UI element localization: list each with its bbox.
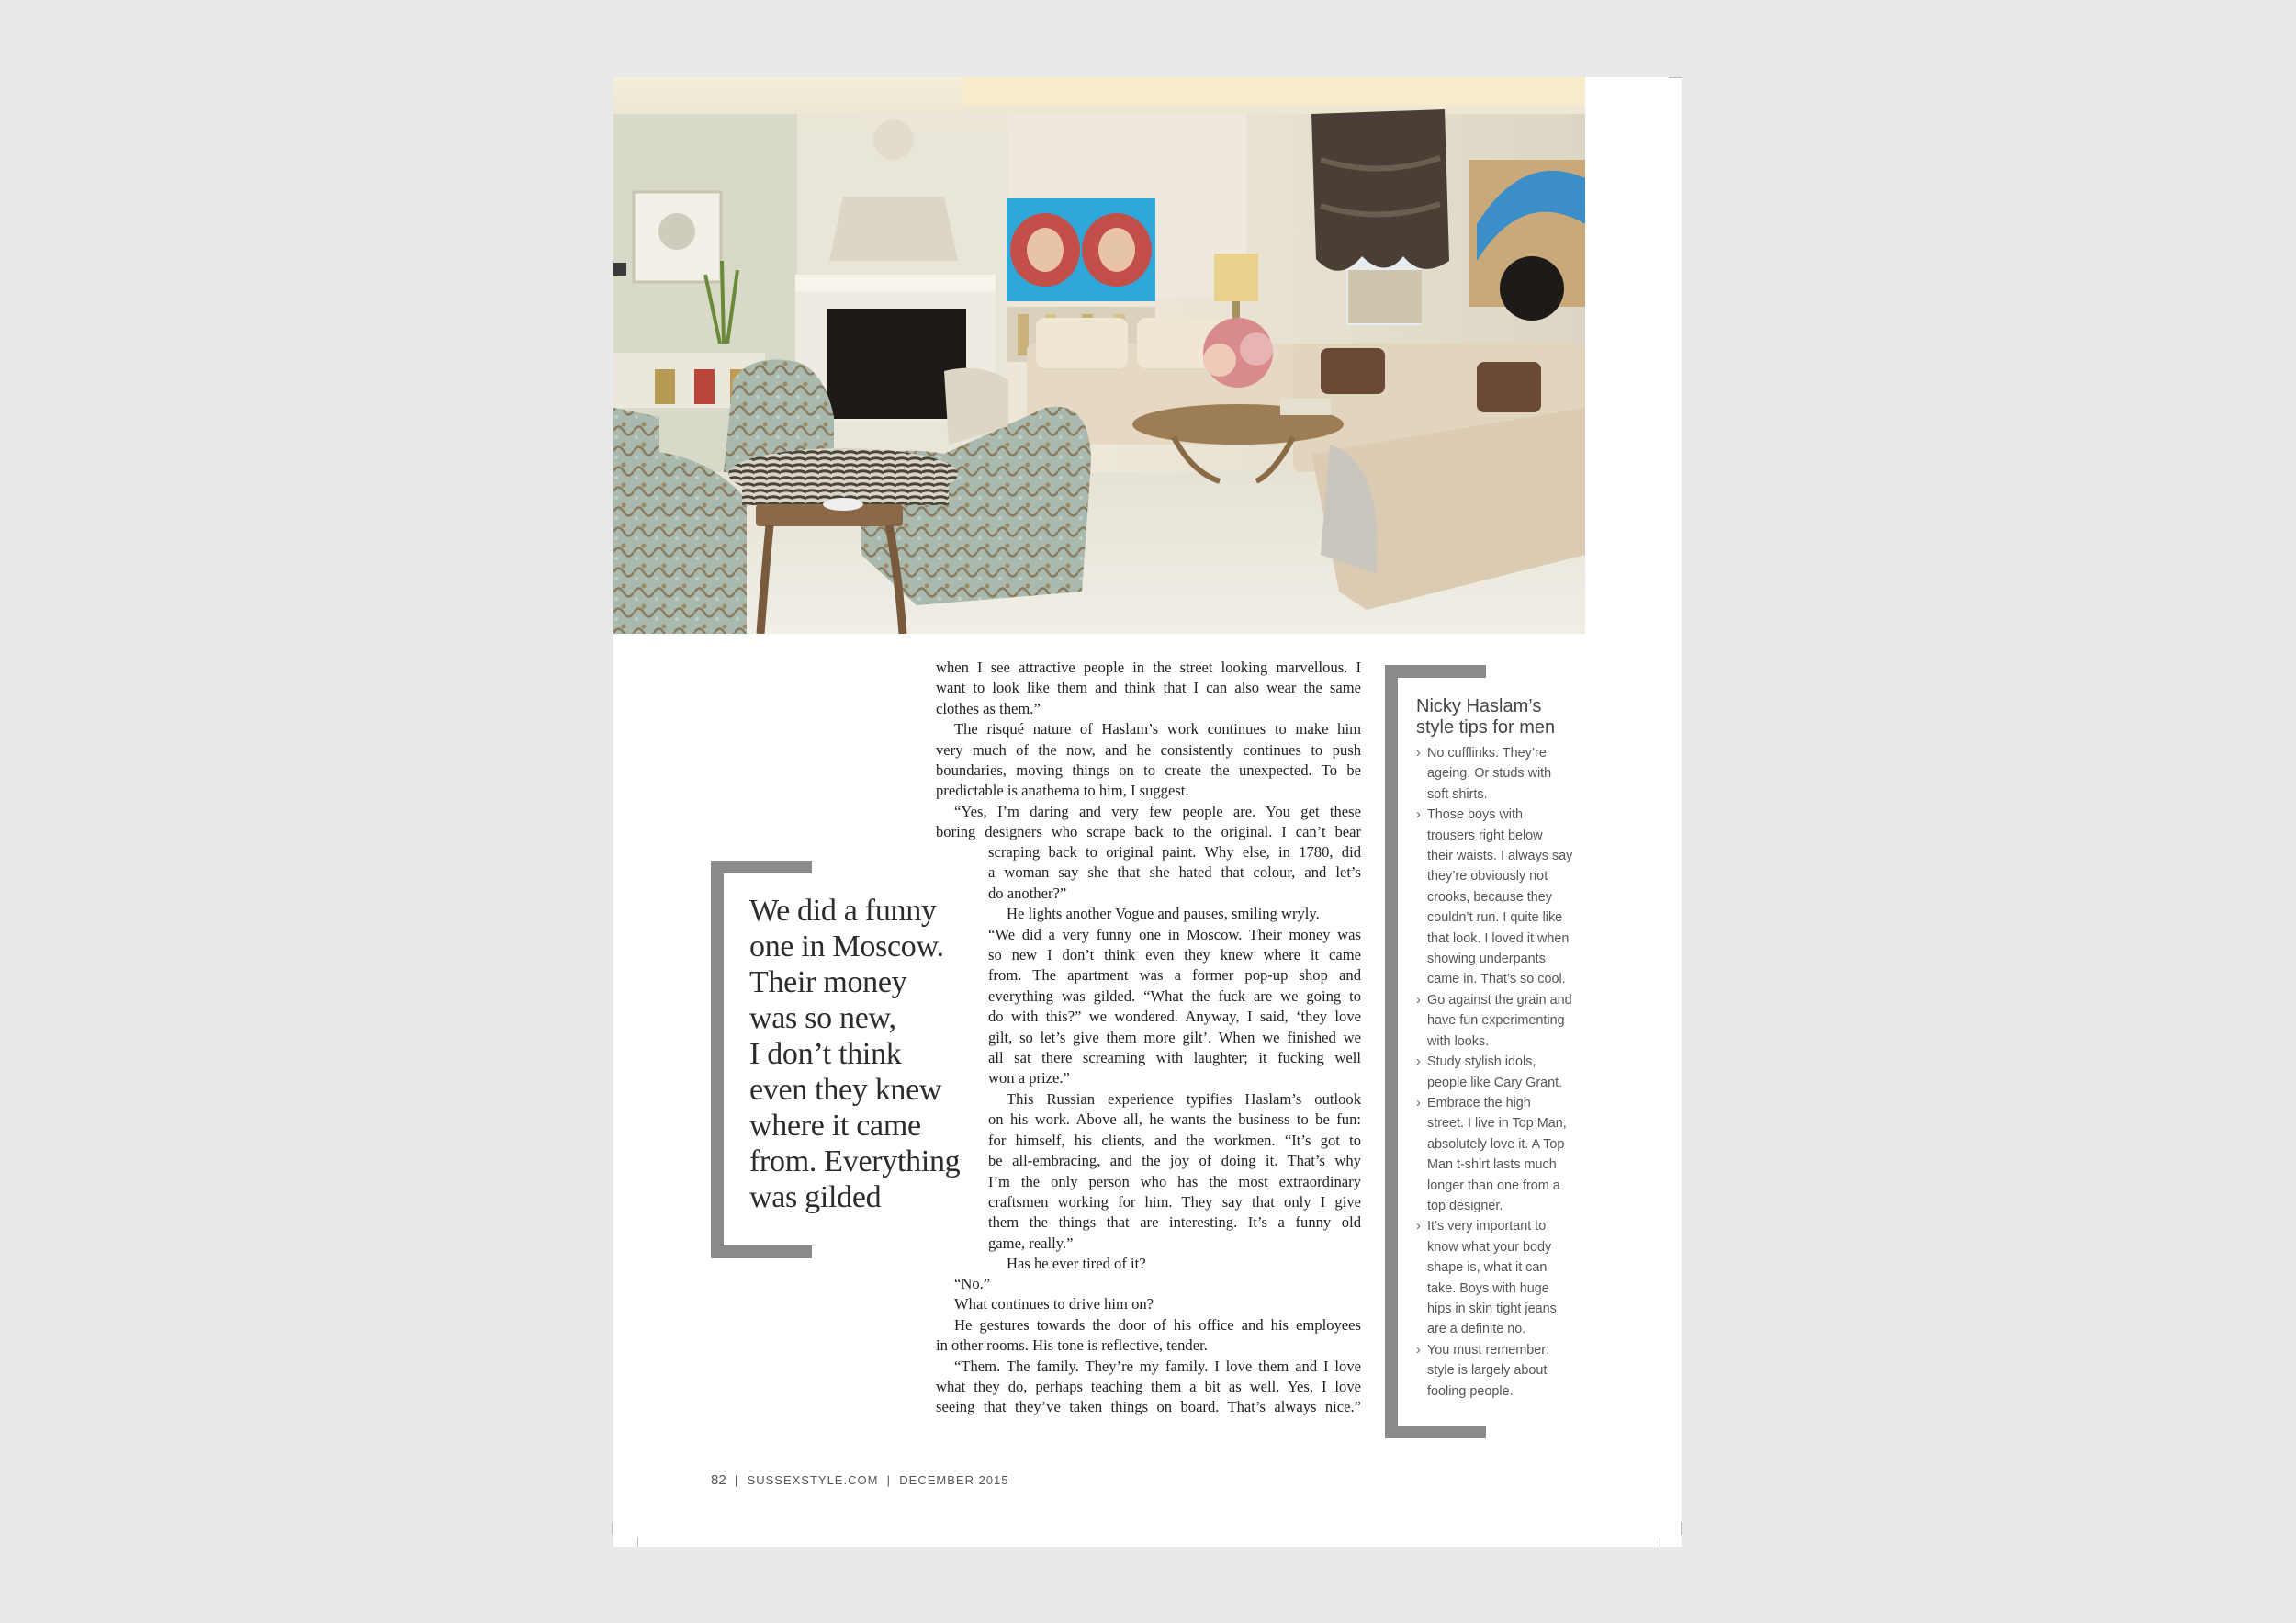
style-tip-line: crooks, because they (1427, 889, 1552, 905)
style-tip-line: they’re obviously not (1427, 869, 1548, 885)
style-tip-line: fooling people. (1427, 1383, 1514, 1399)
text-line: from. The apartment was a former pop-up shop and (988, 966, 1361, 985)
sidebar-title-line: Nicky Haslam’s (1416, 696, 1542, 716)
style-tip-line: ageing. Or studs with (1427, 766, 1552, 782)
chevron-right-icon: › (1416, 1342, 1421, 1358)
trim-mark (1681, 1522, 1682, 1535)
style-tip-line: showing underpants (1427, 952, 1546, 967)
pull-quote-line: one in Moscow. (749, 930, 944, 964)
text-line: “Yes, I’m daring and very few people are. You get these (954, 802, 1361, 820)
style-tip-line: Those boys with (1427, 807, 1523, 823)
text-line: clothes as them.” (936, 699, 1041, 717)
article-text-middle (988, 842, 1361, 1275)
style-tip-line: No cufflinks. They’re (1427, 746, 1547, 761)
chevron-right-icon: › (1416, 807, 1421, 823)
style-tip-line: couldn’t run. I quite like (1427, 910, 1563, 926)
style-tip-line: You must remember: (1427, 1342, 1550, 1358)
text-line: boring designers who scrape back to the original. I can’t bear (936, 823, 1361, 841)
text-line: He gestures towards the door of his office and his employees (954, 1315, 1361, 1334)
pull-quote-line: Their money (749, 965, 907, 999)
footer-site: SUSSEXSTYLE.COM (747, 1473, 879, 1487)
text-line: This Russian experience typifies Haslam’s outlook (1007, 1089, 1361, 1108)
pull-quote-line: even they knew (749, 1073, 942, 1107)
style-tip (1416, 990, 1600, 1052)
text-line: “Them. The family. They’re my family. I love them and I love (954, 1357, 1361, 1375)
text-line: for himself, his clients, and the workmen. “It’s got to (988, 1131, 1361, 1149)
style-tip-line: street. I live in Top Man, (1427, 1116, 1567, 1132)
trim-mark (612, 1522, 613, 1535)
text-line: everything was gilded. “What the fuck are we going to (988, 986, 1361, 1005)
text-line: do with this?” we wondered. Anyway, I said, ‘they love (988, 1008, 1361, 1026)
text-line: He lights another Vogue and pauses, smiling wryly. (1007, 905, 1320, 923)
style-tip (1416, 1093, 1600, 1216)
text-line: craftsmen working for him. They say that only I give (988, 1192, 1361, 1211)
text-line: boundaries, moving things on to create the unexpected. To be (936, 761, 1361, 780)
text-line: I’m the only person who has the most extraordinary (988, 1172, 1361, 1190)
pull-quote-line: where it came (749, 1109, 921, 1143)
text-line: predictable is anathema to him, I suggest. (936, 782, 1189, 800)
text-line: all sat there screaming with laughter; it fucking well (988, 1049, 1361, 1067)
sidebar-title (1416, 696, 1591, 738)
style-tip-line: absolutely love it. A Top (1427, 1136, 1565, 1152)
footer-issue: DECEMBER 2015 (899, 1473, 1009, 1487)
chevron-right-icon: › (1416, 746, 1421, 761)
style-tip-line: with looks. (1427, 1033, 1490, 1049)
text-line: a woman say she that she hated that colour, and let’s (988, 863, 1361, 882)
text-line: Has he ever tired of it? (1007, 1255, 1146, 1273)
article-text-bottom (936, 1274, 1361, 1418)
chevron-right-icon: › (1416, 1219, 1421, 1234)
text-line: scraping back to original paint. Why else, in 1780, did (988, 843, 1361, 861)
style-tip-line: hips in skin tight jeans (1427, 1301, 1557, 1316)
style-tip-line: top designer. (1427, 1198, 1503, 1213)
footer-separator: | (886, 1473, 892, 1487)
pull-quote-line: I don’t think (749, 1037, 902, 1071)
style-tips-list (1416, 743, 1600, 1402)
living-room-photo (613, 77, 1585, 634)
style-tip-line: soft shirts. (1427, 786, 1488, 802)
style-tip-line: that look. I loved it when (1427, 930, 1570, 946)
text-line: “We did a very funny one in Moscow. Their money was (988, 925, 1361, 943)
chevron-right-icon: › (1416, 1095, 1421, 1110)
text-line: when I see attractive people in the street looking marvellous. I (936, 659, 1361, 676)
text-line: gilt, so let’s give them more gilt’. When we finished we (988, 1028, 1361, 1046)
style-tip-line: longer than one from a (1427, 1178, 1560, 1193)
text-line: “No.” (954, 1275, 991, 1292)
style-tip (1416, 805, 1600, 990)
page-number: 82 (711, 1472, 726, 1488)
style-tip-line: Embrace the high (1427, 1095, 1531, 1110)
style-tip-line: shape is, what it can (1427, 1260, 1548, 1276)
text-line: be all-embracing, and the joy of doing it. That’s why (988, 1152, 1361, 1170)
style-tip-line: Go against the grain and (1427, 992, 1572, 1008)
text-line: want to look like them and think that I can also wear the same (936, 679, 1361, 697)
text-line: do another?” (988, 884, 1067, 902)
article-text-top (936, 658, 1361, 843)
style-tip-line: style is largely about (1427, 1363, 1548, 1379)
sidebar-title-line: style tips for men (1416, 717, 1556, 738)
pull-quote-line: was so new, (749, 1001, 896, 1035)
text-line: seeing that they’ve taken things on board. That’s always nice.” (936, 1398, 1361, 1416)
pull-quote-line: was gilded (749, 1180, 882, 1214)
style-tip-line: Man t-shirt lasts much (1427, 1157, 1557, 1173)
text-line: so new I don’t think even they knew where it came (988, 946, 1361, 964)
style-tip (1416, 743, 1600, 805)
text-line: won a prize.” (988, 1069, 1070, 1088)
style-tip-line: know what your body (1427, 1239, 1552, 1255)
trim-mark (1669, 77, 1682, 78)
pull-quote-line: from. Everything (749, 1144, 961, 1178)
magazine-page (613, 77, 1682, 1547)
style-tip-line: trousers right below (1427, 828, 1543, 843)
text-line: what they do, perhaps teaching them a bit as well. Yes, I love (936, 1378, 1361, 1396)
style-tip (1416, 1216, 1600, 1339)
trim-mark (637, 1538, 638, 1547)
chevron-right-icon: › (1416, 992, 1421, 1008)
style-tip-line: came in. That’s so cool. (1427, 972, 1566, 987)
style-tip-line: take. Boys with huge (1427, 1280, 1549, 1296)
style-tip-line: It’s very important to (1427, 1219, 1547, 1234)
text-line: The risqué nature of Haslam’s work continues to make him (954, 720, 1361, 738)
text-line: What continues to drive him on? (954, 1295, 1154, 1313)
style-tip-line: are a definite no. (1427, 1322, 1526, 1337)
style-tip (1416, 1052, 1600, 1093)
footer-separator: | (734, 1473, 739, 1487)
pull-quote (749, 893, 970, 1215)
text-line: them the things that are interesting. It’s a funny old (988, 1213, 1361, 1232)
text-line: very much of the now, and he consistently continues to push (936, 740, 1361, 759)
style-tip-line: their waists. I always say (1427, 849, 1573, 864)
style-tip-line: people like Cary Grant. (1427, 1075, 1563, 1090)
pull-quote-line: We did a funny (749, 894, 937, 928)
text-line: game, really.” (988, 1234, 1074, 1252)
text-line: in other rooms. His tone is reflective, tender. (936, 1336, 1208, 1355)
text-line: on his work. Above all, he wants the business to be fun: (988, 1110, 1361, 1129)
chevron-right-icon: › (1416, 1054, 1421, 1070)
style-tip (1416, 1340, 1600, 1402)
page-footer (711, 1472, 1009, 1488)
style-tip-line: Study stylish idols, (1427, 1054, 1536, 1070)
style-tip-line: have fun experimenting (1427, 1013, 1565, 1029)
